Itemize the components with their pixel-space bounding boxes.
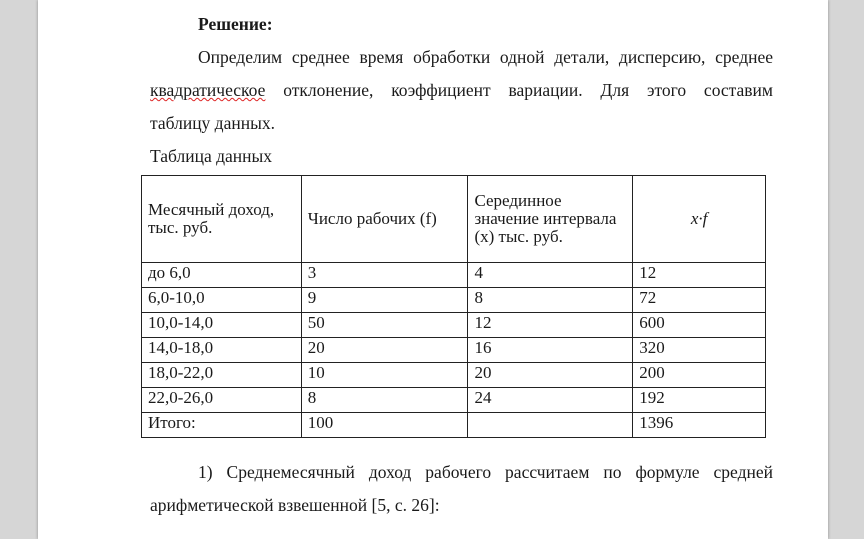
cell-total-workers: 100 xyxy=(301,413,468,438)
cell-workers: 10 xyxy=(301,363,468,388)
table-header-row xyxy=(142,176,766,263)
bottom-paragraph-line-2: арифметической взвешенной [5, с. 26]: xyxy=(150,495,440,515)
bottom-paragraph-line-1: 1) Среднемесячный доход рабочего рассчитаем по формуле средней xyxy=(198,462,773,482)
paragraph-line-2 xyxy=(150,80,773,100)
cell-midpoint: 8 xyxy=(468,288,633,313)
header-x-times-f: x·f xyxy=(633,176,766,263)
header-monthly-income: Месячный доход, тыс. руб. xyxy=(142,176,302,263)
cell-total-xf: 1396 xyxy=(633,413,766,438)
header-interval-midpoint: Серединное значение интервала (x) тыс. руб. xyxy=(468,176,633,263)
cell-income: до 6,0 xyxy=(142,263,302,288)
cell-income: 14,0-18,0 xyxy=(142,338,302,363)
solution-heading: Решение: xyxy=(198,14,273,34)
cell-xf: 192 xyxy=(633,388,766,413)
cell-workers: 20 xyxy=(301,338,468,363)
cell-xf: 200 xyxy=(633,363,766,388)
cell-xf: 12 xyxy=(633,263,766,288)
cell-workers: 50 xyxy=(301,313,468,338)
document-page xyxy=(38,0,828,539)
cell-midpoint: 20 xyxy=(468,363,633,388)
cell-workers: 8 xyxy=(301,388,468,413)
cell-midpoint: 12 xyxy=(468,313,633,338)
paragraph-line-1: Определим среднее время обработки одной детали, дисперсию, среднее xyxy=(198,47,773,67)
cell-income: 18,0-22,0 xyxy=(142,363,302,388)
cell-income: 6,0-10,0 xyxy=(142,288,302,313)
table-caption: Таблица данных xyxy=(150,146,273,166)
table-total-row xyxy=(142,413,766,438)
cell-total-midpoint xyxy=(468,413,633,438)
cell-workers: 9 xyxy=(301,288,468,313)
cell-income: 10,0-14,0 xyxy=(142,313,302,338)
table-row xyxy=(142,388,766,413)
table-row xyxy=(142,363,766,388)
cell-xf: 72 xyxy=(633,288,766,313)
spellcheck-underlined-word[interactable]: квадратическое xyxy=(150,80,266,100)
cell-income: 22,0-26,0 xyxy=(142,388,302,413)
header-worker-count: Число рабочих (f) xyxy=(301,176,468,263)
cell-workers: 3 xyxy=(301,263,468,288)
table-row xyxy=(142,313,766,338)
cell-midpoint: 16 xyxy=(468,338,633,363)
table-row xyxy=(142,338,766,363)
cell-xf: 320 xyxy=(633,338,766,363)
cell-midpoint: 24 xyxy=(468,388,633,413)
table-row xyxy=(142,288,766,313)
cell-total-label: Итого: xyxy=(142,413,302,438)
table-row xyxy=(142,263,766,288)
paragraph-line-3: таблицу данных. xyxy=(150,113,275,133)
data-table xyxy=(141,175,766,438)
cell-xf: 600 xyxy=(633,313,766,338)
paragraph-line-2-rest: отклонение, коэффициент вариации. Для этого составим xyxy=(265,80,773,100)
cell-midpoint: 4 xyxy=(468,263,633,288)
